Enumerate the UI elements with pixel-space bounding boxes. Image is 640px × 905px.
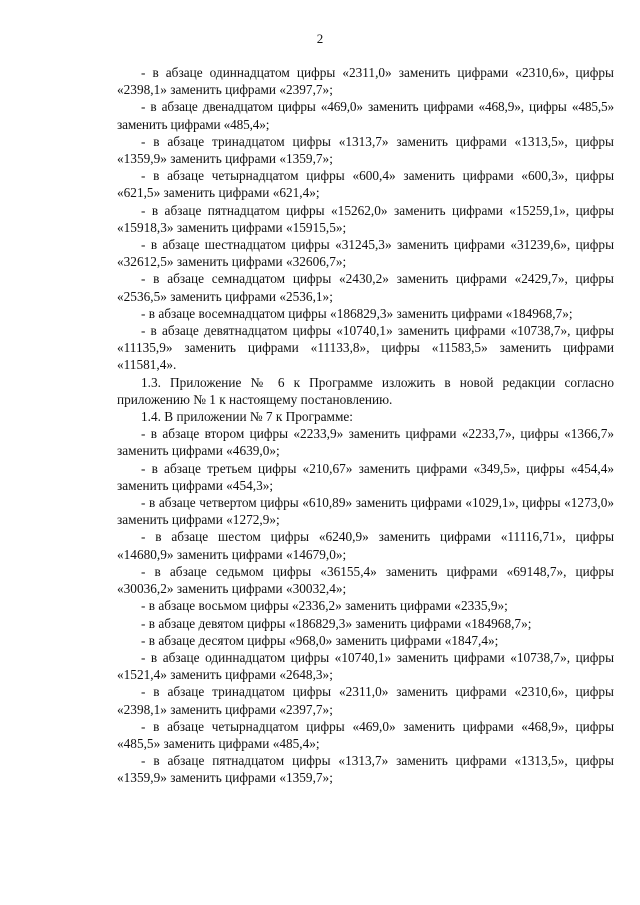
paragraph-19: - в абзаце десятом цифры «968,0» заменить цифрами «1847,4»; — [141, 632, 499, 648]
paragraph-15: - в абзаце шестом цифры «6240,9» заменить цифрами «11116,71», цифры «14680,9» заменить цифрами «14679,0»; — [117, 529, 614, 562]
paragraph-23: - в абзаце пятнадцатом цифры «1313,7» заменить цифрами «1313,5», цифры «1359,9» заменить цифрами «1359,7»; — [117, 753, 614, 786]
paragraph-12: - в абзаце втором цифры «2233,9» заменить цифрами «2233,7», цифры «1366,7» заменить цифрами «4639,0»; — [117, 426, 614, 459]
paragraph-18: - в абзаце девятом цифры «186829,3» заменить цифрами «184968,7»; — [141, 615, 532, 631]
paragraph-16: - в абзаце седьмом цифры «36155,4» заменить цифрами «69148,7», цифры «30036,2» заменить цифрами «30032,4»; — [117, 563, 614, 597]
paragraph-7: - в абзаце семнадцатом цифры «2430,2» заменить цифрами «2429,7», цифры «2536,5» заменить цифрами «2536,1»; — [117, 271, 614, 304]
paragraph-9: - в абзаце девятнадцатом цифры «10740,1» заменить цифрами «10738,7», цифры «11135,9» заменить цифрами «11133,8», цифры «11583,5» заменить цифрами «11581,4». — [117, 323, 614, 373]
paragraph-1: - в абзаце одиннадцатом цифры «2311,0» заменить цифрами «2310,6», цифры «2398,1» заменить цифрами «2397,7»; — [117, 65, 614, 98]
document-body — [117, 64, 614, 787]
paragraph-21: - в абзаце тринадцатом цифры «2311,0» заменить цифрами «2310,6», цифры «2398,1» заменить цифрами «2397,7»; — [117, 684, 614, 717]
paragraph-20: - в абзаце одиннадцатом цифры «10740,1» заменить цифрами «10738,7», цифры «1521,4» заменить цифрами «2648,3»; — [117, 649, 614, 683]
paragraph-3: - в абзаце тринадцатом цифры «1313,7» заменить цифрами «1313,5», цифры «1359,9» заменить цифрами «1359,7»; — [117, 133, 614, 167]
paragraph-14: - в абзаце четвертом цифры «610,89» заменить цифрами «1029,1», цифры «1273,0» заменить цифрами «1272,9»; — [117, 495, 614, 528]
paragraph-22: - в абзаце четырнадцатом цифры «469,0» заменить цифрами «468,9», цифры «485,5» заменить цифрами «485,4»; — [117, 718, 614, 751]
paragraph-6: - в абзаце шестнадцатом цифры «31245,3» заменить цифрами «31239,6», цифры «32612,5» заменить цифрами «32606,7»; — [117, 237, 614, 270]
paragraph-10: 1.3. Приложение № 6 к Программе изложить в новой редакции согласно приложению № 1 к настоящему постановлению. — [117, 374, 614, 407]
paragraph-13: - в абзаце третьем цифры «210,67» заменить цифрами «349,5», цифры «454,4» заменить цифрами «454,3»; — [117, 460, 614, 493]
paragraph-4: - в абзаце четырнадцатом цифры «600,4» заменить цифрами «600,3», цифры «621,5» заменить цифрами «621,4»; — [117, 168, 614, 201]
paragraph-11: 1.4. В приложении № 7 к Программе: — [141, 409, 353, 425]
paragraph-8: - в абзаце восемнадцатом цифры «186829,3» заменить цифрами «184968,7»; — [141, 305, 573, 321]
paragraph-5: - в абзаце пятнадцатом цифры «15262,0» заменить цифрами «15259,1», цифры «15918,3» заменить цифрами «15915,5»; — [117, 202, 614, 235]
page-number: 2 — [316, 31, 324, 46]
paragraph-17: - в абзаце восьмом цифры «2336,2» заменить цифрами «2335,9»; — [141, 598, 508, 614]
paragraph-2: - в абзаце двенадцатом цифры «469,0» заменить цифрами «468,9», цифры «485,5» заменить цифрами «485,4»; — [117, 99, 614, 132]
